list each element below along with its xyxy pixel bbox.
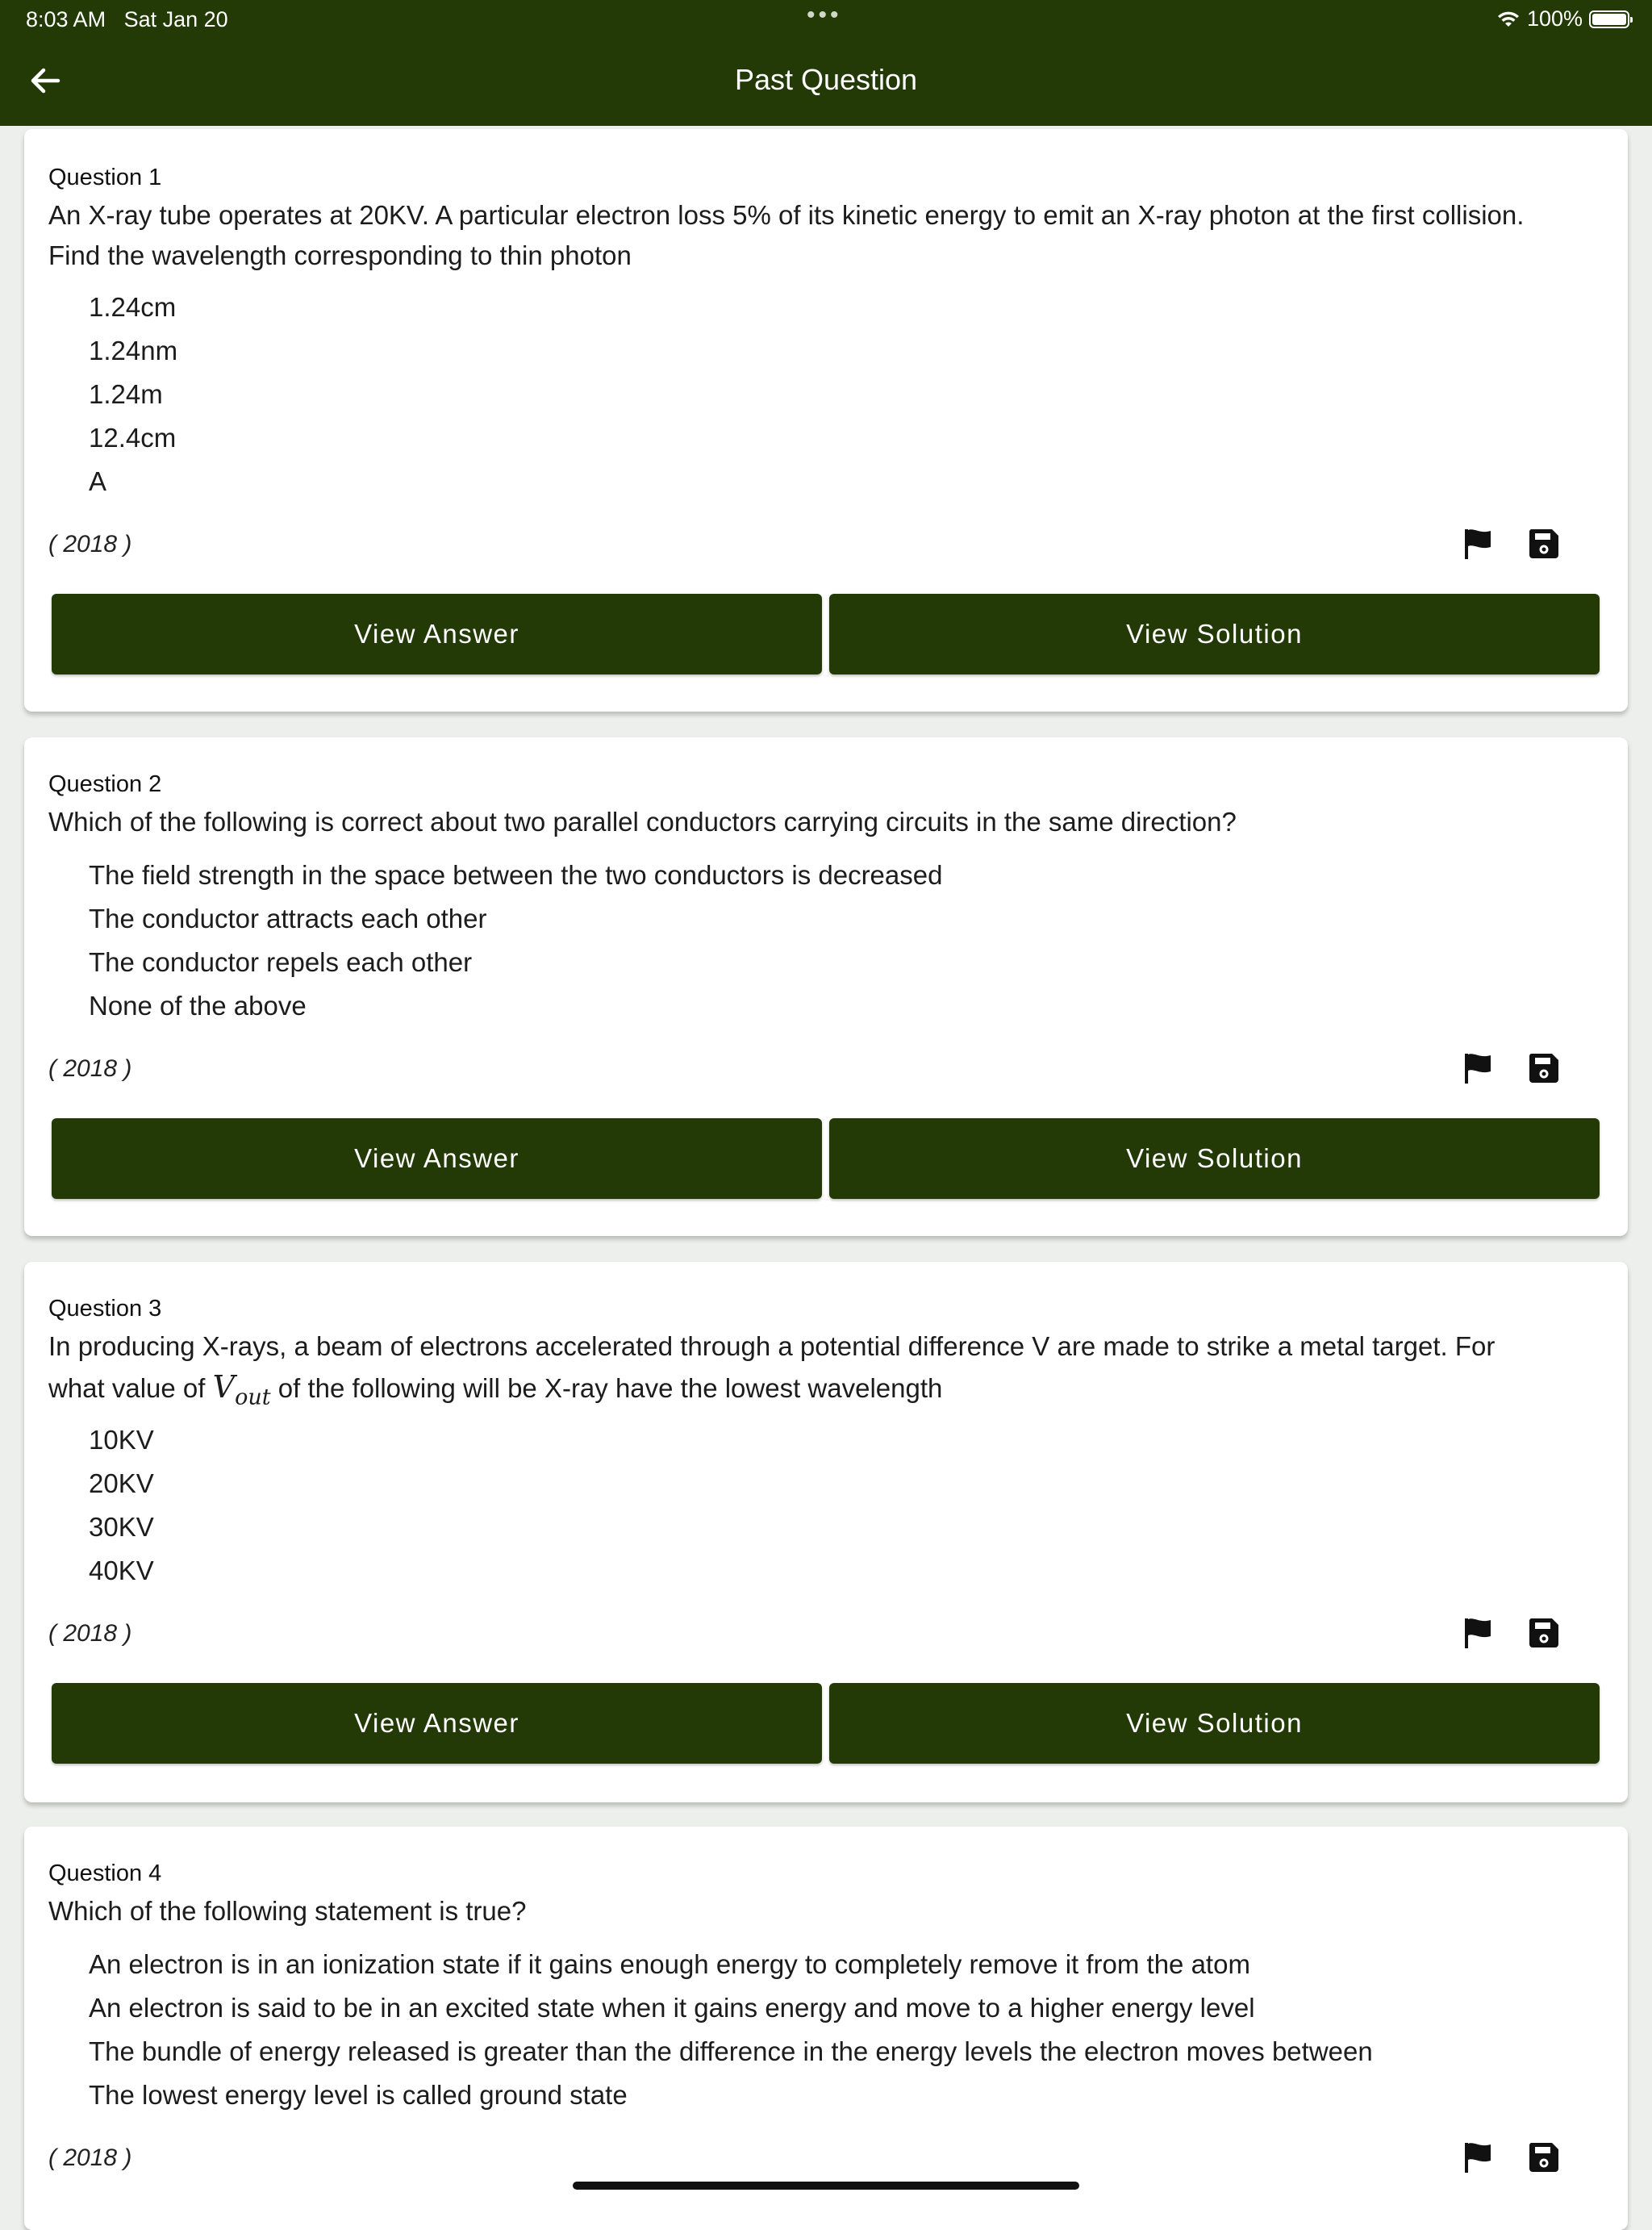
option-item[interactable]: A — [89, 466, 107, 496]
page-title: Past Question — [734, 63, 918, 96]
option-item[interactable]: 1.24cm — [89, 292, 177, 322]
option-item[interactable]: 10KV — [89, 1425, 154, 1455]
question-label: Question 3 — [48, 1296, 162, 1322]
view-answer-button[interactable]: View Answer — [52, 1683, 822, 1764]
floppy-disk-icon[interactable] — [1526, 1615, 1562, 1651]
view-solution-button[interactable]: View Solution — [829, 1683, 1600, 1764]
view-answer-button[interactable]: View Answer — [52, 1118, 822, 1199]
flag-icon[interactable] — [1460, 1050, 1496, 1086]
floppy-disk-icon[interactable] — [1526, 1050, 1562, 1086]
flag-icon[interactable] — [1460, 2140, 1496, 2175]
option-item[interactable]: The conductor attracts each other — [89, 904, 487, 933]
question-year: ( 2018 ) — [48, 2144, 132, 2171]
option-item[interactable]: 30KV — [89, 1512, 154, 1542]
option-item[interactable]: 12.4cm — [89, 423, 177, 453]
home-indicator[interactable] — [573, 2182, 1079, 2190]
option-item[interactable]: The bundle of energy released is greater than the difference in the energy levels the electron moves between — [89, 2036, 1373, 2066]
floppy-disk-icon[interactable] — [1526, 526, 1562, 562]
flag-icon[interactable] — [1460, 526, 1496, 562]
question-card — [24, 1827, 1628, 2230]
question-card — [24, 129, 1628, 712]
question-text: Which of the following statement is true? — [48, 1896, 527, 1926]
option-item[interactable]: 1.24m — [89, 379, 163, 409]
option-item[interactable]: 40KV — [89, 1556, 154, 1585]
multitask-dots-icon[interactable]: ••• — [807, 2, 842, 28]
option-item[interactable]: An electron is said to be in an excited state when it gains energy and move to a higher energy level — [89, 1993, 1255, 2023]
question-year: ( 2018 ) — [48, 1620, 132, 1647]
question-year: ( 2018 ) — [48, 1055, 132, 1082]
option-item[interactable]: None of the above — [89, 991, 307, 1021]
question-text: In producing X-rays, a beam of electrons accelerated through a potential difference V are made to strike a metal target. For what value of $V_{out}$ of the following will be X-ray have the lowest wavelength — [48, 1331, 1496, 1410]
option-item[interactable]: 20KV — [89, 1468, 154, 1498]
question-year: ( 2018 ) — [48, 531, 132, 558]
view-answer-button[interactable]: View Answer — [52, 594, 822, 674]
question-label: Question 4 — [48, 1860, 162, 1886]
view-solution-button[interactable]: View Solution — [829, 594, 1600, 674]
status-time: 8:03 AM Sat Jan 20 — [26, 7, 228, 31]
question-text: An X-ray tube operates at 20KV. A particular electron loss 5% of its kinetic energy to emit an X-ray photon at the first collision. Find the wavelength corresponding to thin photon — [48, 200, 1525, 270]
nav-bar — [0, 39, 1652, 126]
option-item[interactable]: The lowest energy level is called ground state — [89, 2080, 628, 2110]
question-label: Question 1 — [48, 165, 162, 190]
view-solution-button[interactable]: View Solution — [829, 1118, 1600, 1199]
flag-icon[interactable] — [1460, 1615, 1496, 1651]
option-item[interactable]: The conductor repels each other — [89, 947, 473, 977]
question-card — [24, 737, 1628, 1236]
question-card — [24, 1262, 1628, 1802]
question-text: Which of the following is correct about two parallel conductors carrying circuits in the same direction? — [48, 807, 1237, 837]
status-bar — [0, 0, 1652, 39]
math-vout: $V_{out}$ — [212, 1369, 271, 1410]
question-label: Question 2 — [48, 771, 162, 797]
floppy-disk-icon[interactable] — [1526, 2140, 1562, 2175]
option-item[interactable]: The field strength in the space between the two conductors is decreased — [89, 860, 943, 890]
battery-percent: 100% — [1526, 6, 1583, 31]
option-item[interactable]: 1.24nm — [89, 336, 178, 365]
option-item[interactable]: An electron is in an ionization state if it gains enough energy to completely remove it from the atom — [89, 1949, 1250, 1979]
battery-icon — [1589, 10, 1629, 28]
wifi-icon — [1496, 10, 1521, 28]
status-right — [1496, 6, 1629, 31]
